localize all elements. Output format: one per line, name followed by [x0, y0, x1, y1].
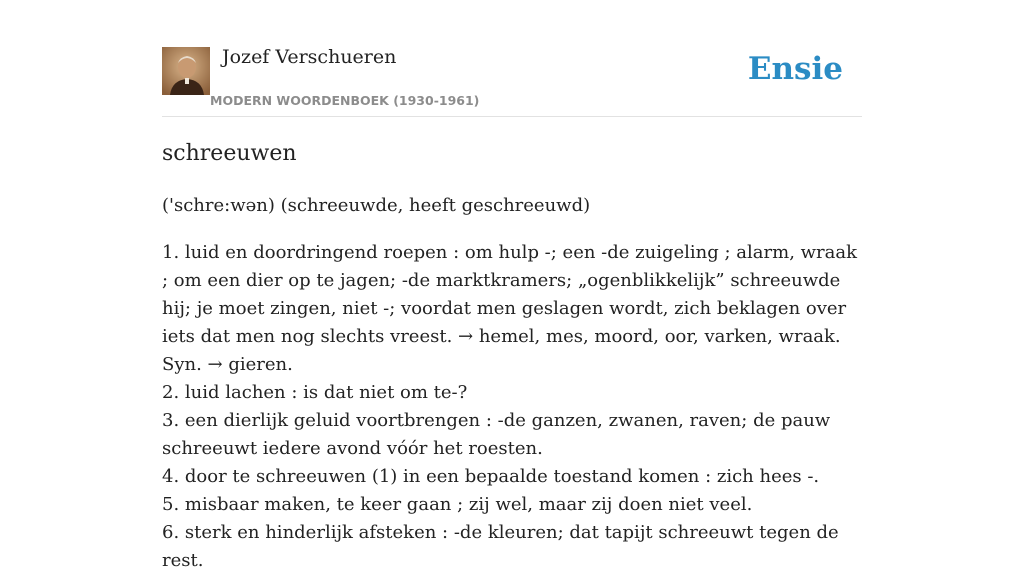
author-portrait-image — [162, 47, 210, 95]
ensie-logo[interactable]: Ensie — [747, 51, 843, 87]
author-avatar[interactable] — [162, 47, 210, 95]
entry-title: schreeuwen — [162, 141, 297, 166]
entry-pronunciation: ('schre:wən) (schreeuwde, heeft geschreeuwd) — [162, 195, 591, 216]
sense-4: 4. door te schreeuwen (1) in een bepaalde toestand komen : zich hees -. — [162, 466, 820, 487]
sense-3: 3. een dierlijk geluid voortbrengen : -de ganzen, zwanen, raven; de pauw schreeuwt iedere avond vóór het roesten. — [162, 410, 831, 459]
sense-2: 2. luid lachen : is dat niet om te-? — [162, 382, 468, 403]
sense-1: 1. luid en doordringend roepen : om hulp -; een -de zuigeling ; alarm, wraak ; om een dier op te jagen; -de marktkramers; „ogenblikkelijk” schreeuwde hij; je moet zingen, niet -; voordat men geslagen wordt, zich beklagen over iets dat men nog slechts vreest. → hemel, mes, moord, oor, varken, wraak. Syn. → gieren. — [162, 242, 858, 375]
page-header — [162, 0, 862, 117]
sense-5: 5. misbaar maken, te keer gaan ; zij wel, maar zij doen niet veel. — [162, 494, 753, 515]
source-label: MODERN WOORDENBOEK (1930-1961) — [210, 93, 480, 108]
sense-6: 6. sterk en hinderlijk afsteken : -de kleuren; dat tapijt schreeuwt tegen de rest. — [162, 522, 839, 571]
author-name[interactable]: Jozef Verschueren — [222, 46, 397, 68]
entry-definition — [162, 239, 862, 575]
